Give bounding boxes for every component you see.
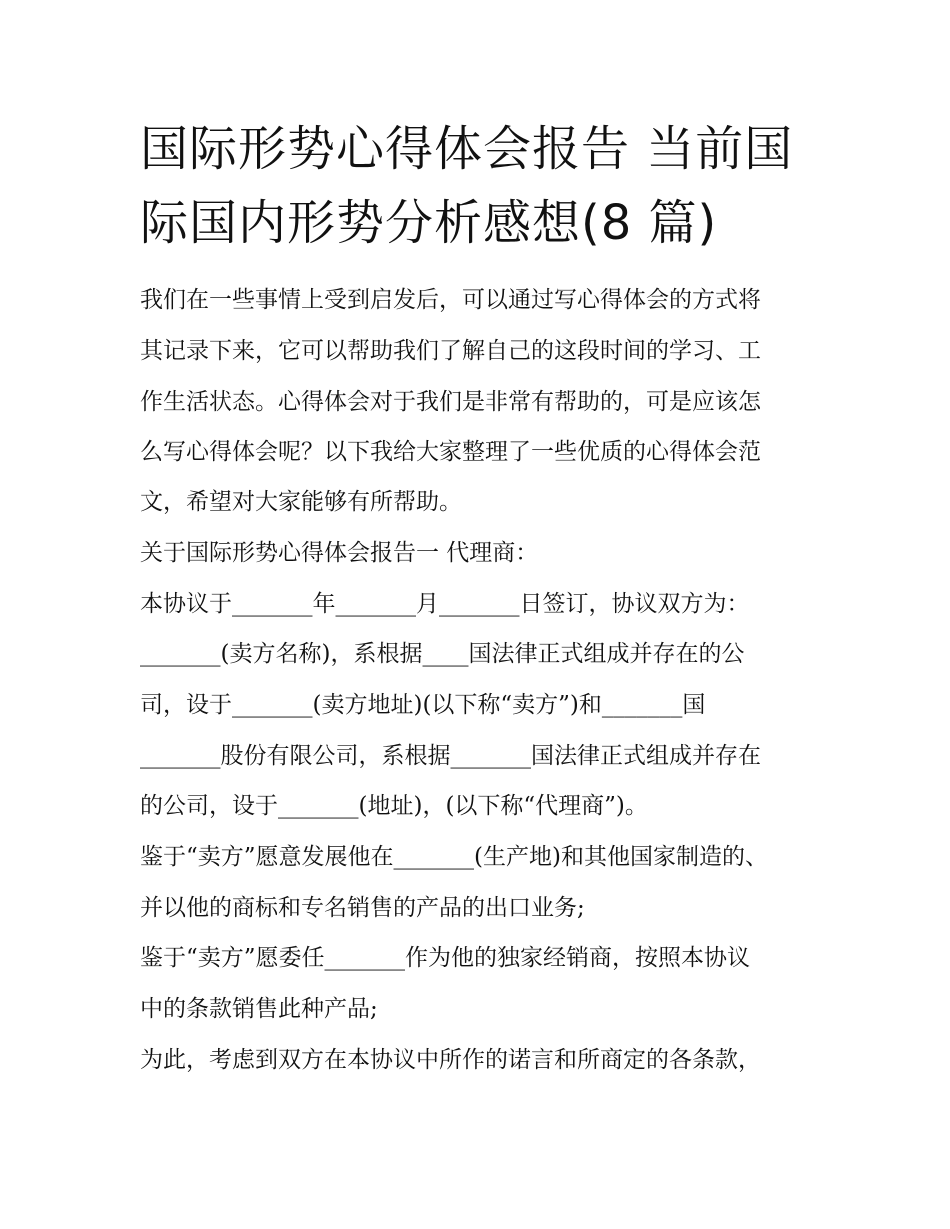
body-line-12: 鉴于“卖方”愿意发展他在_______(生产地)和其他国家制造的、 [140, 844, 768, 870]
body-line-10: _______股份有限公司，系根据_______国法律正式组成并存在 [140, 743, 761, 769]
body-line-11: 的公司，设于_______(地址)，(以下称“代理商”)。 [140, 793, 648, 819]
section-heading: 关于国际形势心得体会报告一 代理商： [140, 540, 539, 566]
body-line-16: 为此，考虑到双方在本协议中所作的诺言和所商定的各条款， [140, 1047, 761, 1073]
body-line-4: 么写心得体会呢？以下我给大家整理了一些优质的心得体会范 [140, 439, 761, 465]
title-line-2: 际国内形势分析感想(8 篇) [140, 195, 718, 251]
body-line-5: 文，希望对大家能够有所帮助。 [140, 489, 462, 515]
body-line-7: 本协议于_______年_______月_______日签订，协议双方为： [140, 591, 750, 617]
body-line-8: _______(卖方名称)，系根据____国法律正式组成并存在的公 [140, 641, 745, 667]
body-line-15: 中的条款销售此种产品; [140, 996, 378, 1022]
document-title [140, 112, 820, 260]
body-line-13: 并以他的商标和专名销售的产品的出口业务; [140, 895, 585, 921]
title-line-1: 国际形势心得体会报告 当前国 [140, 121, 794, 177]
body-line-1: 我们在一些事情上受到启发后，可以通过写心得体会的方式将 [140, 287, 761, 313]
body-line-14: 鉴于“卖方”愿委任_______作为他的独家经销商，按照本协议 [140, 945, 751, 971]
body-line-2: 其记录下来，它可以帮助我们了解自己的这段时间的学习、工 [140, 338, 761, 364]
body-line-3: 作生活状态。心得体会对于我们是非常有帮助的，可是应该怎 [140, 389, 761, 415]
body-line-9: 司，设于_______(卖方地址)(以下称“卖方”)和_______国 [140, 692, 706, 718]
